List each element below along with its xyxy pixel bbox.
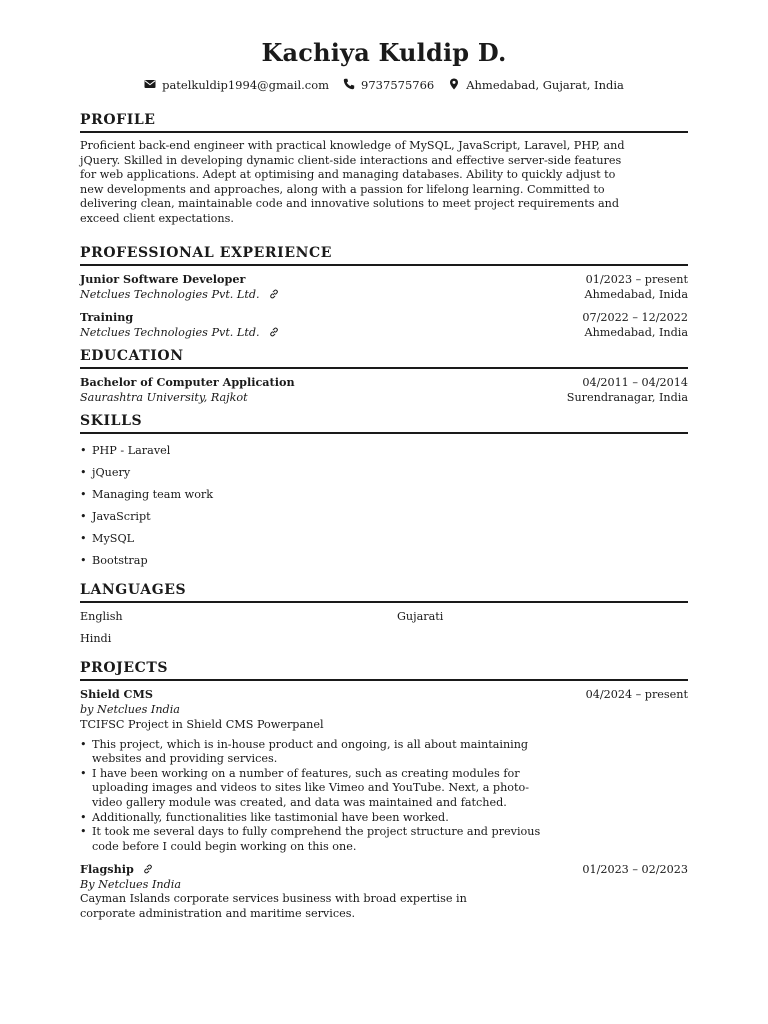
location-pin-icon (448, 78, 460, 93)
skills-section (80, 413, 688, 572)
experience-dates: 01/2023 – present (585, 272, 688, 286)
experience-entry (80, 310, 688, 340)
education-school: Saurashtra University, Rajkot (80, 390, 248, 404)
project-bullet: • I have been working on a number of features, such as creating modules for uploading images and videos to sites like Vimeo and YouTube. Next, a photo-video gallery module was created, and data was maintained and fatched. (80, 767, 550, 811)
education-section (80, 348, 688, 405)
link-icon[interactable] (143, 863, 153, 873)
experience-section (80, 245, 688, 340)
language-item: English (80, 609, 123, 623)
section-title-experience: PROFESSIONAL EXPERIENCE (80, 245, 688, 266)
section-title-skills: SKILLS (80, 413, 688, 434)
project-org: by Netclues India (80, 702, 180, 716)
project-bullet: • It took me several days to fully comprehend the project structure and previous code before I could begin working on this one. (80, 825, 550, 854)
project-entry (80, 862, 688, 921)
resume-page (80, 36, 688, 930)
experience-location: Ahmedabad, Inida (584, 287, 688, 301)
education-dates: 04/2011 – 04/2014 (582, 375, 688, 389)
education-degree: Bachelor of Computer Application (80, 374, 295, 389)
project-bullets (80, 738, 550, 855)
experience-dates: 07/2022 – 12/2022 (582, 310, 688, 324)
email-icon (144, 78, 156, 93)
projects-section (80, 660, 688, 922)
language-item: Hindi (80, 631, 112, 645)
section-title-education: EDUCATION (80, 348, 688, 369)
project-bullet: • Additionally, functionalities like tastimonial have been worked. (80, 811, 550, 826)
section-title-projects: PROJECTS (80, 660, 688, 681)
language-item: Gujarati (397, 609, 444, 623)
profile-text: Proficient back-end engineer with practical knowledge of MySQL, JavaScript, Laravel, PHP, and jQuery. Skilled in developing dynamic client-side interactions and effective server-side features for web applications. Adept at optimising and managing databases. Ability to quickly adjust to new developments and approaches, along with a passion for lifelong learning. Committed to delivering clean, maintainable code and innovative solutions to meet project requirements and exceed client expectations. (80, 139, 625, 225)
project-entry (80, 687, 688, 855)
skill-item: • jQuery (80, 462, 688, 484)
project-subtitle: TCIFSC Project in Shield CMS Powerpanel (80, 717, 324, 731)
project-name: Shield CMS (80, 686, 153, 701)
skills-list (80, 440, 688, 572)
languages-section (80, 582, 688, 646)
contact-email[interactable] (144, 78, 329, 93)
section-title-languages: LANGUAGES (80, 582, 688, 603)
experience-location: Ahmedabad, India (584, 325, 688, 339)
education-location: Surendranagar, India (566, 390, 688, 404)
contact-bar (80, 74, 688, 96)
skill-item: • MySQL (80, 528, 688, 550)
project-bullet: • This project, which is in-house product and ongoing, is all about maintaining websites and providing services. (80, 738, 550, 767)
project-name: Flagship (80, 862, 134, 877)
profile-section (80, 112, 688, 227)
location-text: Ahmedabad, Gujarat, India (466, 78, 624, 92)
skill-item: • Managing team work (80, 484, 688, 506)
languages-grid (80, 609, 688, 646)
email-text: patelkuldip1994@gmail.com (162, 78, 330, 92)
experience-role: Training (80, 309, 134, 324)
experience-role: Junior Software Developer (80, 271, 246, 286)
education-entry (80, 375, 688, 405)
skill-item: • JavaScript (80, 506, 688, 528)
experience-entry (80, 272, 688, 302)
candidate-name: Kachiya Kuldip D. (261, 38, 507, 67)
contact-location (448, 78, 624, 93)
skill-item: • PHP - Laravel (80, 440, 688, 462)
experience-company: Netclues Technologies Pvt. Ltd. (80, 325, 260, 339)
section-title-profile: PROFILE (80, 112, 688, 133)
link-icon[interactable] (269, 326, 279, 336)
phone-text: 9737575766 (361, 78, 435, 92)
project-description: Cayman Islands corporate services business with broad expertise in corporate administration and maritime services. (80, 892, 467, 920)
experience-company: Netclues Technologies Pvt. Ltd. (80, 287, 260, 301)
link-icon[interactable] (269, 288, 279, 298)
project-dates: 01/2023 – 02/2023 (582, 863, 688, 877)
skill-item: • Bootstrap (80, 550, 688, 572)
contact-phone[interactable] (343, 78, 434, 93)
phone-icon (343, 78, 355, 93)
project-org: By Netclues India (80, 878, 182, 892)
project-dates: 04/2024 – present (585, 687, 688, 701)
